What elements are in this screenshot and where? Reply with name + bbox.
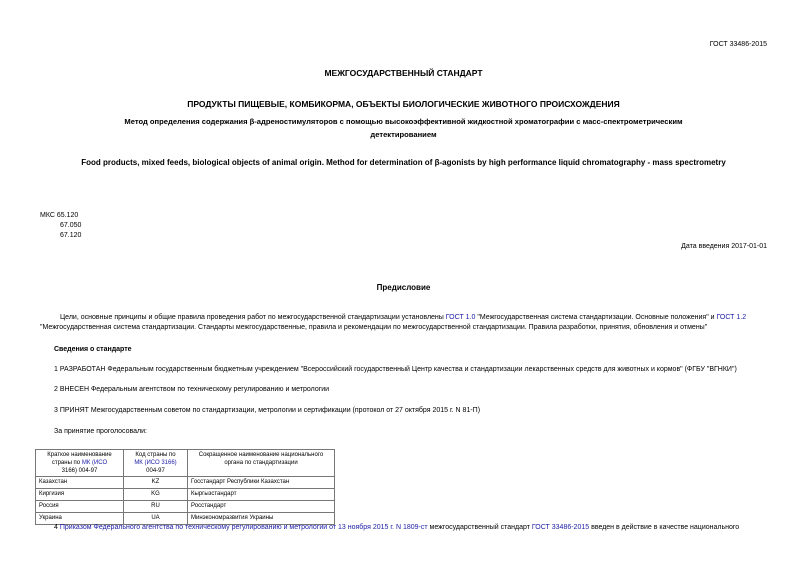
document-code: ГОСТ 33486-2015	[709, 41, 767, 48]
order-link[interactable]: Приказом Федерального агентства по техническому регулированию и метрологии от 13 ноября 2015 г. N 1809-ст	[59, 524, 428, 531]
body-cell: Минэкономразвития Украины	[188, 513, 335, 525]
header-text: страны по	[51, 460, 81, 466]
country-cell: Украина	[36, 513, 124, 525]
paragraph-text: межгосударственный стандарт	[429, 524, 530, 531]
foreword-heading: Предисловие	[376, 283, 431, 292]
subtitle-ru-line2: детектированием	[370, 130, 437, 139]
item-number: 4	[54, 524, 58, 531]
foreword-paragraph-1	[60, 314, 746, 321]
info-heading: Сведения о стандарте	[54, 346, 132, 353]
gost-1-2-link[interactable]: ГОСТ 1.2	[716, 314, 747, 321]
item-1: 1 РАЗРАБОТАН Федеральным государственным бюджетным учреждением "Всероссийский государственный Центр качества и стандартизации лекарственных средств для животных и кормов" (ФГБУ "ВГНКИ")	[54, 366, 737, 373]
country-cell: Киргизия	[36, 489, 124, 501]
table-row	[36, 477, 335, 489]
body-cell: Госстандарт Республики Казахстан	[188, 477, 335, 489]
item-2: 2 ВНЕСЕН Федеральным агентством по техническому регулированию и метрологии	[54, 386, 330, 393]
mk-iso-link[interactable]: МК (ИСО	[81, 460, 108, 466]
title-ru: ПРОДУКТЫ ПИЩЕВЫЕ, КОМБИКОРМА, ОБЪЕКТЫ БИОЛОГИЧЕСКИЕ ЖИВОТНОГО ПРОИСХОЖДЕНИЯ	[187, 99, 620, 109]
beta-symbol: β	[434, 158, 440, 167]
header-text: 004-97	[146, 468, 165, 474]
subtitle-ru	[0, 117, 807, 126]
gost-1-0-link[interactable]: ГОСТ 1.0	[445, 314, 476, 321]
item-4	[54, 524, 739, 531]
country-cell: Казахстан	[36, 477, 124, 489]
gost-33486-link[interactable]: ГОСТ 33486-2015	[531, 524, 590, 531]
body-cell: Кыргызстандарт	[188, 489, 335, 501]
body-cell: Росстандарт	[188, 501, 335, 513]
code-cell: KG	[124, 489, 188, 501]
table-row	[36, 501, 335, 513]
column-header-body	[188, 450, 335, 477]
country-cell: Россия	[36, 501, 124, 513]
code-cell: KZ	[124, 477, 188, 489]
column-header-country	[36, 450, 124, 477]
paragraph-text: "Межгосударственная система стандартизации. Основные положения" и	[477, 314, 715, 321]
introduction-date: Дата введения 2017-01-01	[681, 243, 767, 250]
standard-type: МЕЖГОСУДАРСТВЕННЫЙ СТАНДАРТ	[324, 68, 483, 78]
title-en	[0, 158, 807, 167]
member-countries-table	[35, 449, 335, 525]
mks-code-3: 67.120	[60, 232, 82, 239]
header-text: Код страны по	[135, 452, 176, 458]
beta-symbol: β	[249, 117, 255, 126]
title-en-pre: Food products, mixed feeds, biological objects of animal origin. Method for determination of	[81, 158, 433, 167]
mks-code-2: 67.050	[60, 222, 82, 229]
subtitle-ru-post: -адреностимуляторов с помощью высокоэффективной жидкостной хроматографии с масс-спектрометрическим	[254, 117, 683, 126]
item-3: 3 ПРИНЯТ Межгосударственным советом по стандартизации, метрологии и сертификации (протокол от 27 октября 2015 г. N 81-П)	[54, 407, 481, 414]
table-row	[36, 513, 335, 525]
table-header-row	[36, 450, 335, 477]
paragraph-text: введен в действие в качестве национального	[591, 524, 740, 531]
header-text: Сокращенное наименование национального	[198, 452, 324, 458]
column-header-code	[124, 450, 188, 477]
header-text: Краткое наименование	[47, 452, 112, 458]
voted-label: За принятие проголосовали:	[54, 428, 147, 435]
mks-codes: МКС 65.120	[40, 212, 79, 219]
paragraph-text: Цели, основные принципы и общие правила проведения работ по межгосударственной стандартизации установлены	[60, 314, 444, 321]
foreword-paragraph-1-line2: "Межгосударственная система стандартизации. Стандарты межгосударственные, правила и рекомендации по межгосударственной стандартизации. Правила разработки, принятия, обновления и отмены"	[40, 324, 708, 331]
subtitle-ru-pre: Метод определения содержания	[124, 117, 248, 126]
table-row	[36, 489, 335, 501]
code-cell: UA	[124, 513, 188, 525]
code-cell: RU	[124, 501, 188, 513]
header-text: 3166) 004-97	[61, 468, 98, 474]
header-text: органа по стандартизации	[224, 460, 298, 466]
mk-iso-link[interactable]: МК (ИСО 3166)	[134, 460, 177, 466]
title-en-post: -agonists by high performance liquid chromatography - mass spectrometry	[439, 158, 726, 167]
